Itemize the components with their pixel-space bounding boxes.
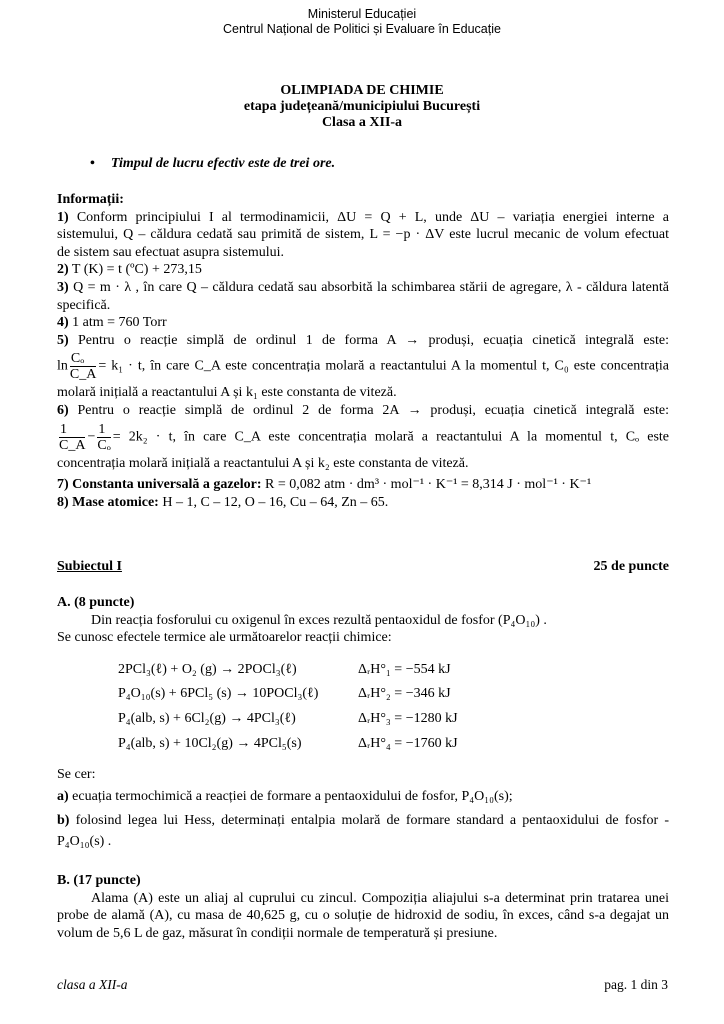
numerator: 1 bbox=[59, 422, 85, 438]
info-text: de sistem sau efectuat asupra sistemului. bbox=[57, 244, 285, 260]
item-label: 8) Mase atomice: bbox=[57, 494, 159, 510]
info-text: specifică. bbox=[57, 297, 111, 313]
footer-class: clasa a XII-a bbox=[57, 977, 128, 992]
part-a-heading: A. (8 puncte) bbox=[57, 595, 135, 610]
info-text: Conform principiului I al termodinamicii, ΔU = Q + L, unde ΔU – variația energiei interne a bbox=[76, 209, 669, 225]
item-label: 1) bbox=[57, 209, 69, 225]
part-a-text: Se cunosc efectele termice ale următoarelor reacții chimice: bbox=[57, 630, 392, 646]
info-text: Q = m · λ , în care Q – căldura cedată sau absorbită la schimbarea stării de agregare, λ - căldura latentă bbox=[73, 279, 669, 295]
reaction-enthalpy: ΔᵣH°₁ = −554 kJ bbox=[358, 662, 451, 677]
part-b-text: probe de alamă (A), cu masa de 40,625 g, cu o soluție de hidroxid de sodiu, în exces, când s-a degajat un bbox=[57, 908, 669, 924]
denominator: Cₒ bbox=[97, 437, 111, 453]
item-label: 2) bbox=[57, 262, 69, 278]
part-b bbox=[57, 872, 669, 942]
requirement-text: folosind legea lui Hess, determinați entalpia molară de formare standard a pentaoxidului de fosfor - bbox=[75, 813, 670, 828]
class-title: Clasa a XII-a bbox=[321, 115, 403, 130]
part-a bbox=[57, 594, 669, 647]
item-label: 3) bbox=[57, 279, 69, 295]
info-text: sistemului, Q – căldura cedată sau primită de sistem, L = −p · ΔV este lucrul mecanic de volum efectuat bbox=[57, 227, 669, 243]
info-text: T (K) = t (ºC) + 273,15 bbox=[71, 262, 202, 278]
time-note bbox=[90, 156, 335, 172]
fraction bbox=[70, 351, 96, 382]
info-text: concentrația molară inițială a reactantului A și k₂ este constanta de viteză. bbox=[57, 455, 469, 471]
denominator: C_A bbox=[69, 367, 97, 383]
information-section bbox=[57, 191, 669, 511]
ln-symbol: ln bbox=[57, 359, 68, 375]
requirement-text: ecuația termochimică a reacției de formare a pentaoxidului de fosfor, P₄O₁₀(s); bbox=[72, 789, 513, 804]
info-text: Pentru o reacție simplă de ordinul 2 de forma 2A → produși, ecuația cinetică integrală este: bbox=[77, 402, 669, 418]
reaction-equation: 2PCl₃(ℓ) + O₂ (g) → 2POCl₃(ℓ) bbox=[118, 662, 297, 677]
item-label: a) bbox=[57, 789, 69, 804]
numerator: Cₒ bbox=[70, 351, 96, 367]
info-text: = k₁ · t, în care C_A este concentrația molară a reactantului A la momentul t, C₀ este concentrația bbox=[98, 359, 669, 375]
info-text: molară inițială a reactantului A și k₁ este constanta de viteză. bbox=[57, 385, 397, 401]
reaction-enthalpy: ΔᵣH°₃ = −1280 kJ bbox=[358, 711, 458, 726]
olympiad-title: OLIMPIADA DE CHIMIE bbox=[280, 83, 444, 98]
reaction-enthalpy: ΔᵣH°₂ = −346 kJ bbox=[358, 686, 451, 701]
fraction bbox=[59, 422, 85, 453]
reaction-equation: P₄(alb, s) + 6Cl₂(g) → 4PCl₃(ℓ) bbox=[118, 711, 296, 726]
numerator: 1 bbox=[97, 422, 110, 438]
part-b-text: Alama (A) este un aliaj al cuprului cu zincul. Compoziția aliajului s-a determinat prin tratarea unei bbox=[91, 890, 669, 906]
item-label: 4) bbox=[57, 315, 69, 331]
subject-title: Subiectul I bbox=[57, 559, 122, 574]
info-text: R = 0,082 atm · dm³ · mol⁻¹ · K⁻¹ = 8,314 J · mol⁻¹ · K⁻¹ bbox=[265, 477, 592, 493]
info-text: H – 1, C – 12, O – 16, Cu – 64, Zn – 65. bbox=[162, 494, 389, 510]
subject-header bbox=[57, 559, 669, 575]
denominator: C_A bbox=[59, 437, 86, 453]
footer-page: pag. 1 din 3 bbox=[604, 977, 668, 992]
requirement-text: P₄O₁₀(s) . bbox=[57, 834, 112, 849]
info-text: Pentru o reacție simplă de ordinul 1 de forma A → produși, ecuația cinetică integrală este: bbox=[77, 332, 669, 348]
item-label: 6) bbox=[57, 402, 69, 418]
item-label: b) bbox=[57, 813, 70, 828]
info-text: 1 atm = 760 Torr bbox=[72, 315, 167, 331]
info-text: = 2k₂ · t, în care C_A este concentrația molară a reactantului A la momentul t, Cₒ este bbox=[112, 429, 669, 445]
center-name: Centrul Național de Politici și Evaluare în Educație bbox=[223, 22, 501, 36]
ministry-name: Ministerul Educației bbox=[307, 7, 417, 21]
minus-sign: − bbox=[87, 429, 96, 445]
part-a-requirements bbox=[57, 765, 669, 851]
item-label: 7) Constanta universală a gazelor: bbox=[57, 477, 262, 493]
part-b-text: volum de 5,6 L de gaz, măsurat în condiții normale de temperatură și presiune. bbox=[57, 925, 498, 941]
reaction-equation: P₄(alb, s) + 10Cl₂(g) → 4PCl₅(s) bbox=[118, 736, 302, 751]
reaction-enthalpy: ΔᵣH°₄ = −1760 kJ bbox=[358, 736, 458, 751]
bullet-icon: • bbox=[90, 156, 95, 171]
info-heading: Informații: bbox=[57, 192, 124, 207]
subject-points: 25 de puncte bbox=[593, 559, 669, 574]
part-b-heading: B. (17 puncte) bbox=[57, 873, 141, 888]
reaction-equation: P₄O₁₀(s) + 6PCl₅ (s) → 10POCl₃(ℓ) bbox=[118, 686, 319, 701]
requirements-label: Se cer: bbox=[57, 767, 96, 782]
fraction bbox=[97, 422, 110, 453]
stage-title: etapa județeană/municipiului București bbox=[243, 99, 481, 114]
item-label: 5) bbox=[57, 332, 69, 348]
part-a-text: Din reacția fosforului cu oxigenul în exces rezultă pentaoxidul de fosfor (P₄O₁₀) . bbox=[91, 612, 547, 628]
time-note-text: Timpul de lucru efectiv este de trei ore. bbox=[110, 156, 336, 171]
